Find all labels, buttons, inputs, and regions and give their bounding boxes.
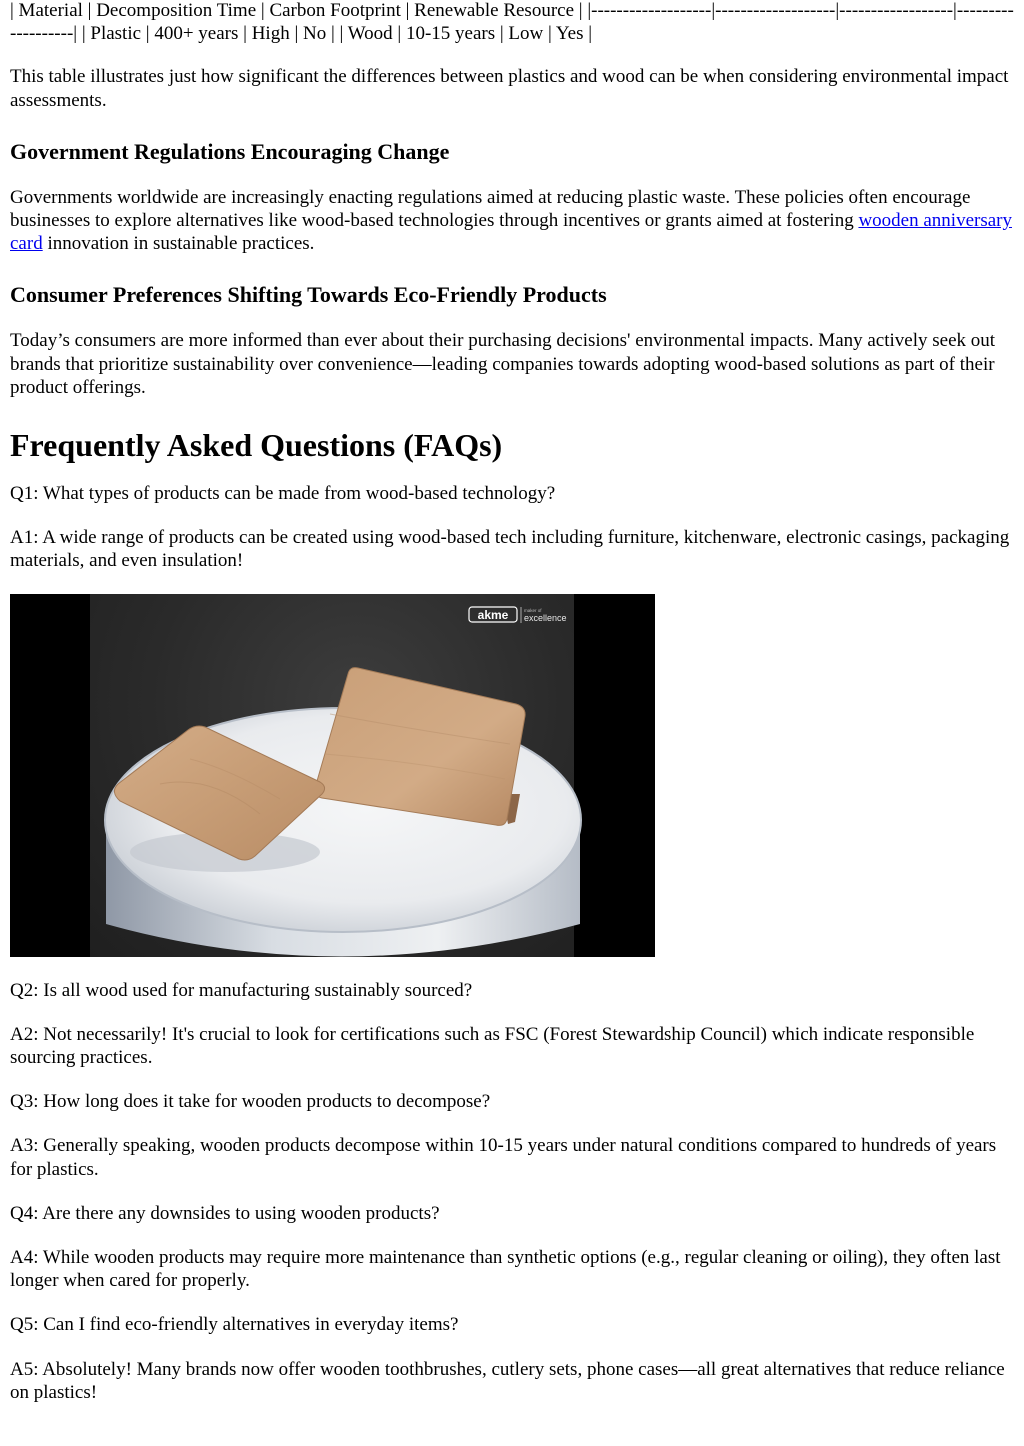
faq-question-5: Q5: Can I find eco-friendly alternatives in everyday items? (10, 1314, 459, 1336)
regulations-paragraph (10, 186, 1014, 256)
faq-answer-4: A4: While wooden products may require more maintenance than synthetic options (e.g., regular cleaning or oiling), they often last longer when cared for properly. (10, 1247, 1001, 1292)
wooden-cards-illustration (10, 594, 655, 957)
faq-question-3: Q3: How long does it take for wooden products to decompose? (10, 1091, 491, 1113)
faq-answer-2: A2: Not necessarily! It's crucial to look for certifications such as FSC (Forest Stewardship Council) which indicate responsible sourcing practices. (10, 1023, 975, 1069)
faq-heading: Frequently Asked Questions (FAQs) (10, 427, 503, 464)
wooden-anniversary-card-link[interactable]: wooden anniversary card (10, 210, 1012, 255)
faq-answer-3: A3: Generally speaking, wooden products decompose within 10-15 years under natural conditions compared to hundreds of years for plastics. (10, 1135, 997, 1180)
wooden-cards-image (10, 594, 655, 957)
faq-question-1: Q1: What types of products can be made from wood-based technology? (10, 483, 556, 505)
regulations-heading: Government Regulations Encouraging Change (10, 138, 450, 164)
akme-tagline-small: maker of (524, 607, 542, 613)
consumers-paragraph: Today’s consumers are more informed than ever about their purchasing decisions' environmental impacts. Many actively seek out brands that prioritize sustainability over convenience—leading companies towards adopting wood-based solutions as part of their product offerings. (10, 330, 996, 398)
faq-question-4: Q4: Are there any downsides to using wooden products? (10, 1202, 440, 1224)
markdown-table-text: | Material | Decomposition Time | Carbon Footprint | Renewable Resource | |-------------------|-------------------|------------------|-------------------| | Plastic | 400+ years | High | No | | Wood | 10-15 years | Low | Yes | (10, 0, 1014, 45)
regulations-text-before: Governments worldwide are increasingly enacting regulations aimed at reducing plastic waste. These policies often encourage businesses to explore alternatives like wood-based technologies through incentives or grants aimed at fostering (10, 186, 971, 232)
faq-answer-5: A5: Absolutely! Many brands now offer wooden toothbrushes, cutlery sets, phone cases—all great alternatives that reduce reliance on plastics! (10, 1358, 1005, 1403)
table-caption: This table illustrates just how significant the differences between plastics and wood can be when considering environmental impact assessments. (10, 66, 1009, 111)
regulations-text-after: innovation in sustainable practices. (42, 233, 315, 255)
faq-answer-1: A1: A wide range of products can be created using wood-based tech including furniture, kitchenware, electronic casings, packaging materials, and even insulation! (10, 527, 1010, 572)
consumers-heading: Consumer Preferences Shifting Towards Eco-Friendly Products (10, 282, 607, 308)
faq-question-2: Q2: Is all wood used for manufacturing sustainably sourced? (10, 979, 473, 1001)
standing-wood-card (315, 667, 525, 825)
akme-tagline: excellence (524, 612, 567, 623)
akme-logo-text: akme (477, 607, 509, 622)
